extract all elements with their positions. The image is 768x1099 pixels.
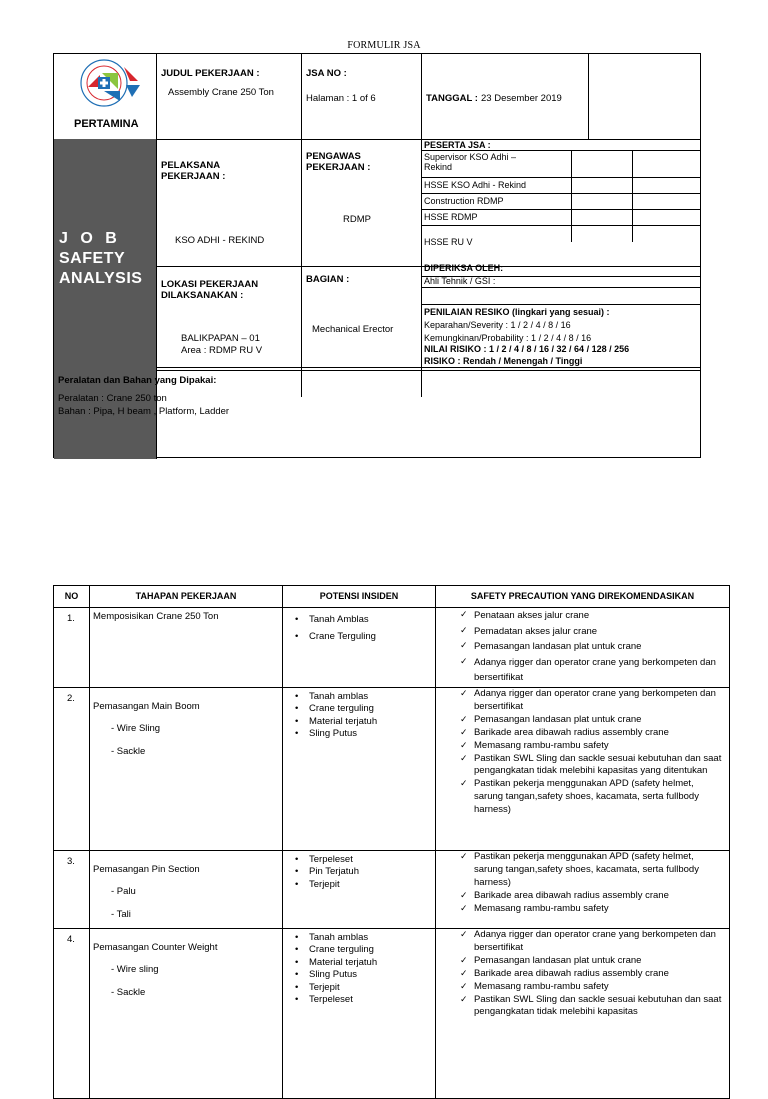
incident-item: • Pin Terjatuh [295,866,435,878]
table-row [54,929,730,1099]
row-number: 3. [54,851,90,929]
peralatan-label: Peralatan dan Bahan yang Dipakai: [58,375,217,386]
incident-item: • Tanah amblas [295,932,435,944]
precaution-item: ✓ Pemasangan landasan plat untuk crane [460,955,725,968]
incident-item: • Tanah amblas [295,691,435,703]
incident-item: • Terpeleset [295,994,435,1006]
keparahan-line: Keparahan/Severity : 1 / 2 / 4 / 8 / 16 [424,320,571,330]
precaution-item: ✓ Pemasangan landasan plat untuk crane [460,714,725,727]
table-row [54,688,730,851]
peserta-item: Rekind [424,162,453,172]
step-sub-item: - Tali [111,908,131,920]
pengawas-label: PEKERJAAN : [306,162,371,173]
pelaksana-value: KSO ADHI - REKIND [175,235,265,246]
col-header-no: NO [54,586,90,608]
lokasi-label: LOKASI PEKERJAAN [161,279,259,290]
peserta-item: HSSE RU V [424,237,473,247]
nilai-risiko-line: NILAI RISIKO : 1 / 2 / 4 / 8 / 16 / 32 / 64 / 128 / 256 [424,344,630,354]
peserta-item: HSSE RDMP [424,212,478,222]
incident-cell [283,929,436,1099]
precaution-item: ✓ Adanya rigger dan operator crane yang berkompeten dan bersertifikat [460,688,725,714]
pertamina-logo [74,57,146,109]
diperiksa-label: DIPERIKSA OLEH: [424,263,504,273]
step-title: Memposisikan Crane 250 Ton [93,611,219,622]
step-sub-item: - Sackle [111,745,146,757]
diperiksa-value: Ahli Tehnik / GSI : [424,276,496,286]
incident-cell [283,608,436,688]
row-number: 4. [54,929,90,1099]
bagian-value: Mechanical Erector [312,324,394,335]
precaution-item: ✓ Barikade area dibawah radius assembly crane [460,727,725,740]
peserta-item: Supervisor KSO Adhi – [424,152,517,162]
tanggal-label: TANGGAL : [426,93,478,104]
incident-item: • Terpeleset [295,854,435,866]
step-cell [90,851,283,929]
peralatan-value: Peralatan : Crane 250 ton [58,393,167,404]
precaution-cell [436,608,730,688]
precaution-item: ✓ Barikade area dibawah radius assembly crane [460,890,725,903]
precaution-item: ✓ Adanya rigger dan operator crane yang berkompeten dan bersertifikat [460,929,725,955]
step-title: Pemasangan Main Boom [93,701,200,712]
precaution-item: ✓ Pemadatan akses jalur crane [460,624,725,640]
jsa-banner-line: ANALYSIS [59,270,143,287]
step-sub-item: - Wire sling [111,964,159,976]
precaution-item: ✓ Memasang rambu-rambu safety [460,903,725,916]
penilaian-label: PENILAIAN RESIKO (lingkari yang sesuai) : [424,307,610,317]
precaution-item: ✓ Memasang rambu-rambu safety [460,981,725,994]
precaution-cell [436,851,730,929]
jsa-banner-line: SAFETY [59,250,126,267]
precaution-item: ✓ Pemasangan landasan plat untuk crane [460,639,725,655]
pengawas-value: RDMP [343,214,371,225]
step-cell [90,688,283,851]
step-title: Pemasangan Counter Weight [93,942,218,953]
pelaksana-label: PELAKSANA [161,160,221,171]
table-header-row [54,586,730,608]
step-sub-item: - Palu [111,886,136,898]
incident-item: • Crane Terguling [295,628,435,645]
step-title: Pemasangan Pin Section [93,864,200,875]
jsa-steps-table [53,585,730,1099]
tanggal-value: 23 Desember 2019 [481,93,562,104]
precaution-item: ✓ Pastikan SWL Sling dan sackle sesuai kebutuhan dan saat pengangkatan tidak melebihi kapasitas [460,994,725,1020]
lokasi-value: Area : RDMP RU V [181,345,263,356]
pertamina-logo-graphic [74,57,146,109]
table-row [54,851,730,929]
jsa-banner-line: J O B [59,230,121,247]
row-number: 1. [54,608,90,688]
jsa-header-form [53,53,701,458]
precaution-item: ✓ Pastikan pekerja menggunakan APD (safety helmet, sarung tangan,safety shoes, kacamata, serta fullbody harness) [460,778,725,817]
peserta-item: HSSE KSO Adhi - Rekind [424,180,527,190]
precaution-item: ✓ Penataan akses jalur crane [460,608,725,624]
incident-item: • Crane terguling [295,703,435,715]
incident-item: • Terjepit [295,879,435,891]
pelaksana-label: PEKERJAAN : [161,171,226,182]
precaution-item: ✓ Pastikan SWL Sling dan sackle sesuai kebutuhan dan saat pengangkatan tidak melebihi kapasitas yang ditentukan [460,753,725,779]
judul-value: Assembly Crane 250 Ton [168,87,274,98]
incident-item: • Material terjatuh [295,716,435,728]
risiko-line: RISIKO : Rendah / Menengah / Tinggi [424,356,583,366]
table-row [54,608,730,688]
kemungkinan-line: Kemungkinan/Probability : 1 / 2 / 4 / 8 / 16 [424,333,592,343]
precaution-item: ✓ Adanya rigger dan operator crane yang berkompeten dan bersertifikat [460,655,725,686]
step-sub-item: - Sackle [111,986,146,998]
judul-label: JUDUL PEKERJAAN : [161,68,260,79]
precaution-item: ✓ Pastikan pekerja menggunakan APD (safety helmet, sarung tangan,safety shoes, kacamata, serta fullbody harness) [460,851,725,890]
form-title: FORMULIR JSA [347,40,421,51]
lokasi-label: DILAKSANAKAN : [161,290,244,301]
bahan-value: Bahan : Pipa, H beam , Platform, Ladder [58,406,230,417]
precaution-cell [436,688,730,851]
precaution-item: ✓ Memasang rambu-rambu safety [460,740,725,753]
col-header-tahapan: TAHAPAN PEKERJAAN [90,586,283,608]
step-sub-item: - Wire Sling [111,723,161,735]
halaman-label: Halaman : 1 of 6 [306,93,376,104]
incident-item: • Sling Putus [295,969,435,981]
col-header-potensi: POTENSI INSIDEN [283,586,436,608]
company-name: PERTAMINA [74,118,139,130]
incident-cell [283,851,436,929]
step-cell [90,608,283,688]
incident-item: • Material terjatuh [295,957,435,969]
incident-cell [283,688,436,851]
precaution-item: ✓ Barikade area dibawah radius assembly crane [460,968,725,981]
jsa-no-label: JSA NO : [306,68,347,79]
bagian-label: BAGIAN : [306,274,350,285]
step-cell [90,929,283,1099]
table-body [54,608,730,1099]
precaution-cell [436,929,730,1099]
incident-item: • Sling Putus [295,728,435,740]
peserta-item: Construction RDMP [424,196,504,206]
incident-item: • Tanah Amblas [295,611,435,628]
peserta-label: PESERTA JSA : [424,140,491,150]
row-number: 2. [54,688,90,851]
incident-item: • Crane terguling [295,944,435,956]
lokasi-value: BALIKPAPAN – 01 [181,333,260,344]
pengawas-label: PENGAWAS [306,151,361,162]
col-header-safety: SAFETY PRECAUTION YANG DIREKOMENDASIKAN [436,586,730,608]
incident-item: • Terjepit [295,982,435,994]
